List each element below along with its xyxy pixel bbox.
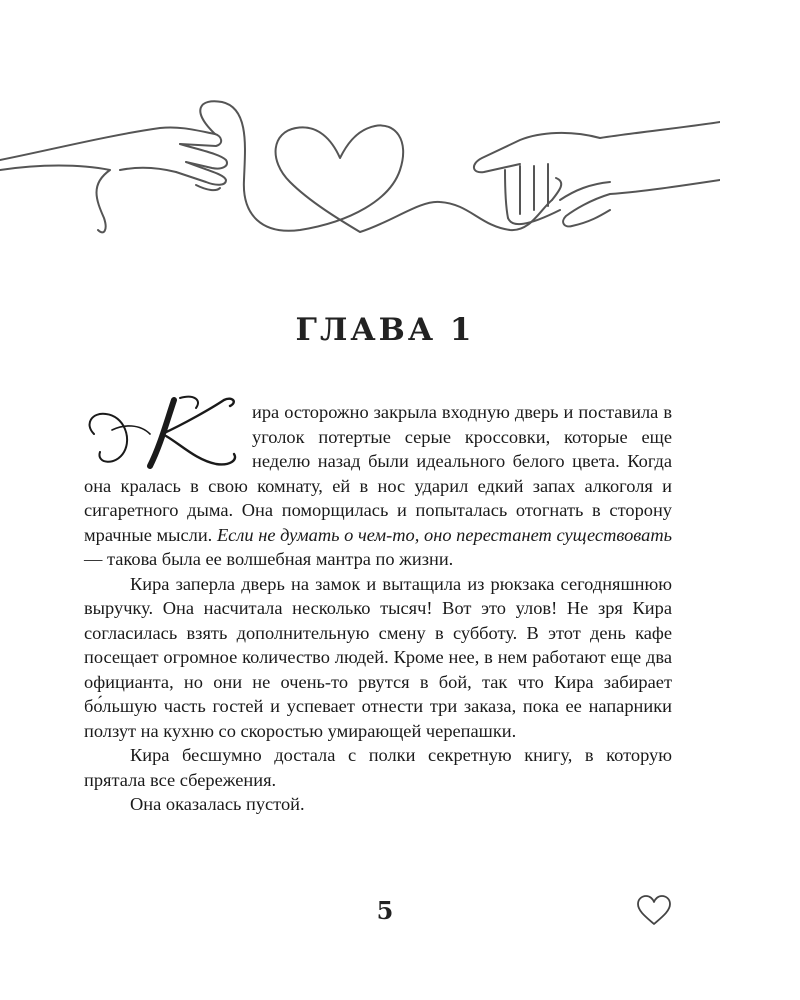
italic-text-segment: Если не думать о чем-то, оно перестанет существовать [216, 524, 672, 545]
text-segment: ира осторожно закрыла входную дверь и поставила в уголок потертые серые кроссовки, которые еще неделю назад были идеального белого цвета. Когда она кралась в свою комнату, ей в нос ударил едкий запах алкоголя и сигаретного дыма. Она поморщилась и попыталась отогнать в сторону мрачные мысли. [84, 402, 672, 545]
drop-cap-letter: К [84, 394, 85, 395]
drop-cap [84, 394, 252, 472]
paragraph-3 [84, 743, 672, 792]
text-segment: — такова была ее волшебная мантра по жизни. [84, 549, 454, 569]
text-segment: Кира заперла дверь на замок и вытащила из рюкзака сегодняшнюю выручку. Она насчитала несколько тысяч! Вот это улов! Не зря Кира согласилась взять дополнительную смену в субботу. В этот день кафе посещает огромное количество людей. Кроме нее, в нем работают еще два официанта, но они не очень-то рвутся в бой, так что Кира забирает бо́льшую часть гостей и успевает отнести три заказа, пока ее напарники ползут на кухню со скоростью умирающей черепашки. [84, 573, 672, 741]
right-hand-icon [474, 122, 720, 226]
chapter-title: ГЛАВА 1 [295, 312, 475, 348]
text-segment: Кира бесшумно достала с полки секретную книгу, в которую прятала все сбережения. [84, 745, 672, 790]
paragraph-4 [84, 792, 672, 817]
hands-heart-illustration [0, 90, 720, 260]
page-number: 5 [376, 896, 394, 925]
heart-outline-icon [636, 895, 672, 927]
paragraph-2 [84, 572, 672, 744]
text-segment: Она оказалась пустой. [130, 794, 305, 814]
chapter-text [84, 394, 672, 817]
left-hand-icon [0, 127, 227, 232]
